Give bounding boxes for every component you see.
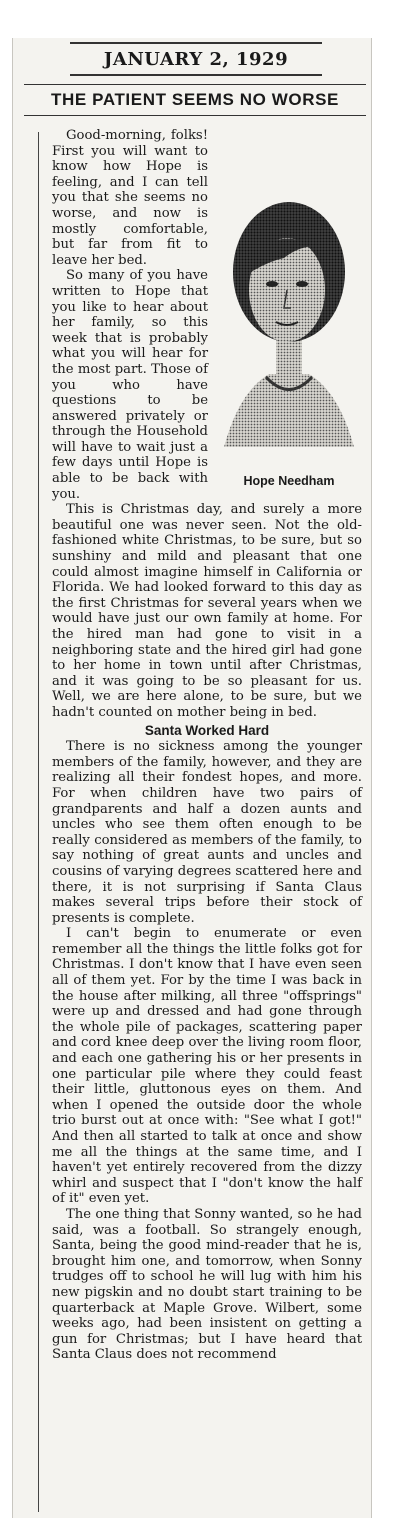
paragraph: I can't begin to enumerate or even remember all the things the little folks got for Christmas. I don't know that I have even seen all of them yet. For by the time I was back in the house after milking, all three "offsprings" were up and dressed and had gone through the whole pile of packages, scattering paper and cord knee deep over the living room floor, and each one gathering his or her presents in one particular pile where they could feast their little, gluttonous eyes on them. And when I opened the outside door the whole trio burst out at once with: "See what I got!" And then all started to talk at once and show me all the things at the same time, and I haven't yet entirely recovered from the dizzy whirl and suspect that I "don't know the half of it" even yet. <box>52 926 362 1207</box>
author-photo <box>214 162 364 494</box>
headline: THE PATIENT SEEMS NO WORSE <box>24 84 366 116</box>
column-rule <box>38 132 39 1512</box>
paragraph: There is no sickness among the younger members of the family, however, and they are realizing all their fondest hopes, and more. For when children have two pairs of grandparents and half a dozen aunts and uncles who see them often enough to be really considered as members of the family, to say nothing of great aunts and uncles and cousins of varying degrees scattered here and there, it is not surprising if Santa Claus makes several trips before their stock of presents is complete. <box>52 739 362 926</box>
date-line: JANUARY 2, 1929 <box>70 42 322 76</box>
photo-caption: Hope Needham <box>243 474 335 489</box>
paragraph: Good-morning, folks! First you will want to know how Hope is feeling, and I can tell you that she seems no worse, and now is mostly comfortable, but far from fit to leave her bed. <box>52 128 208 268</box>
paragraph: The one thing that Sonny wanted, so he had said, was a football. So strangely enough, Santa, being the good mind-reader that he is, brought him one, and tomorrow, when Sonny trudges off to school he will lug with him his new pigskin and no doubt start training to be quarterback at Maple Grove. Wilbert, some weeks ago, had been insistent on getting a gun for Christmas; but I have heard that Santa Claus does not recommend <box>52 1206 362 1363</box>
portrait-image <box>214 162 364 462</box>
article-body <box>52 128 362 1363</box>
paragraph: This is Christmas day, and surely a more beautiful one was never seen. Not the old-fashioned white Christmas, to be sure, but so sunshiny and mild and pleasant that one could almost imagine himself in California or Florida. We had looked forward to this day as the first Christmas for several years when we would have just our own family at home. For the hired man had gone to visit in a neighboring state and the hired girl had gone to her home in town until after Christmas, and it was going to be so pleasant for us. Well, we are here alone, to be sure, but we hadn't counted on mother being in bed. <box>52 502 362 720</box>
paragraph: So many of you have written to Hope that you like to hear about her family, so this week that is probably what you will hear for the most part. Those of you who have questions to be answered privately or through the Household will have to wait just a few days until Hope is able to be back with you. <box>52 268 208 502</box>
section-subhead: Santa Worked Hard <box>144 722 270 738</box>
